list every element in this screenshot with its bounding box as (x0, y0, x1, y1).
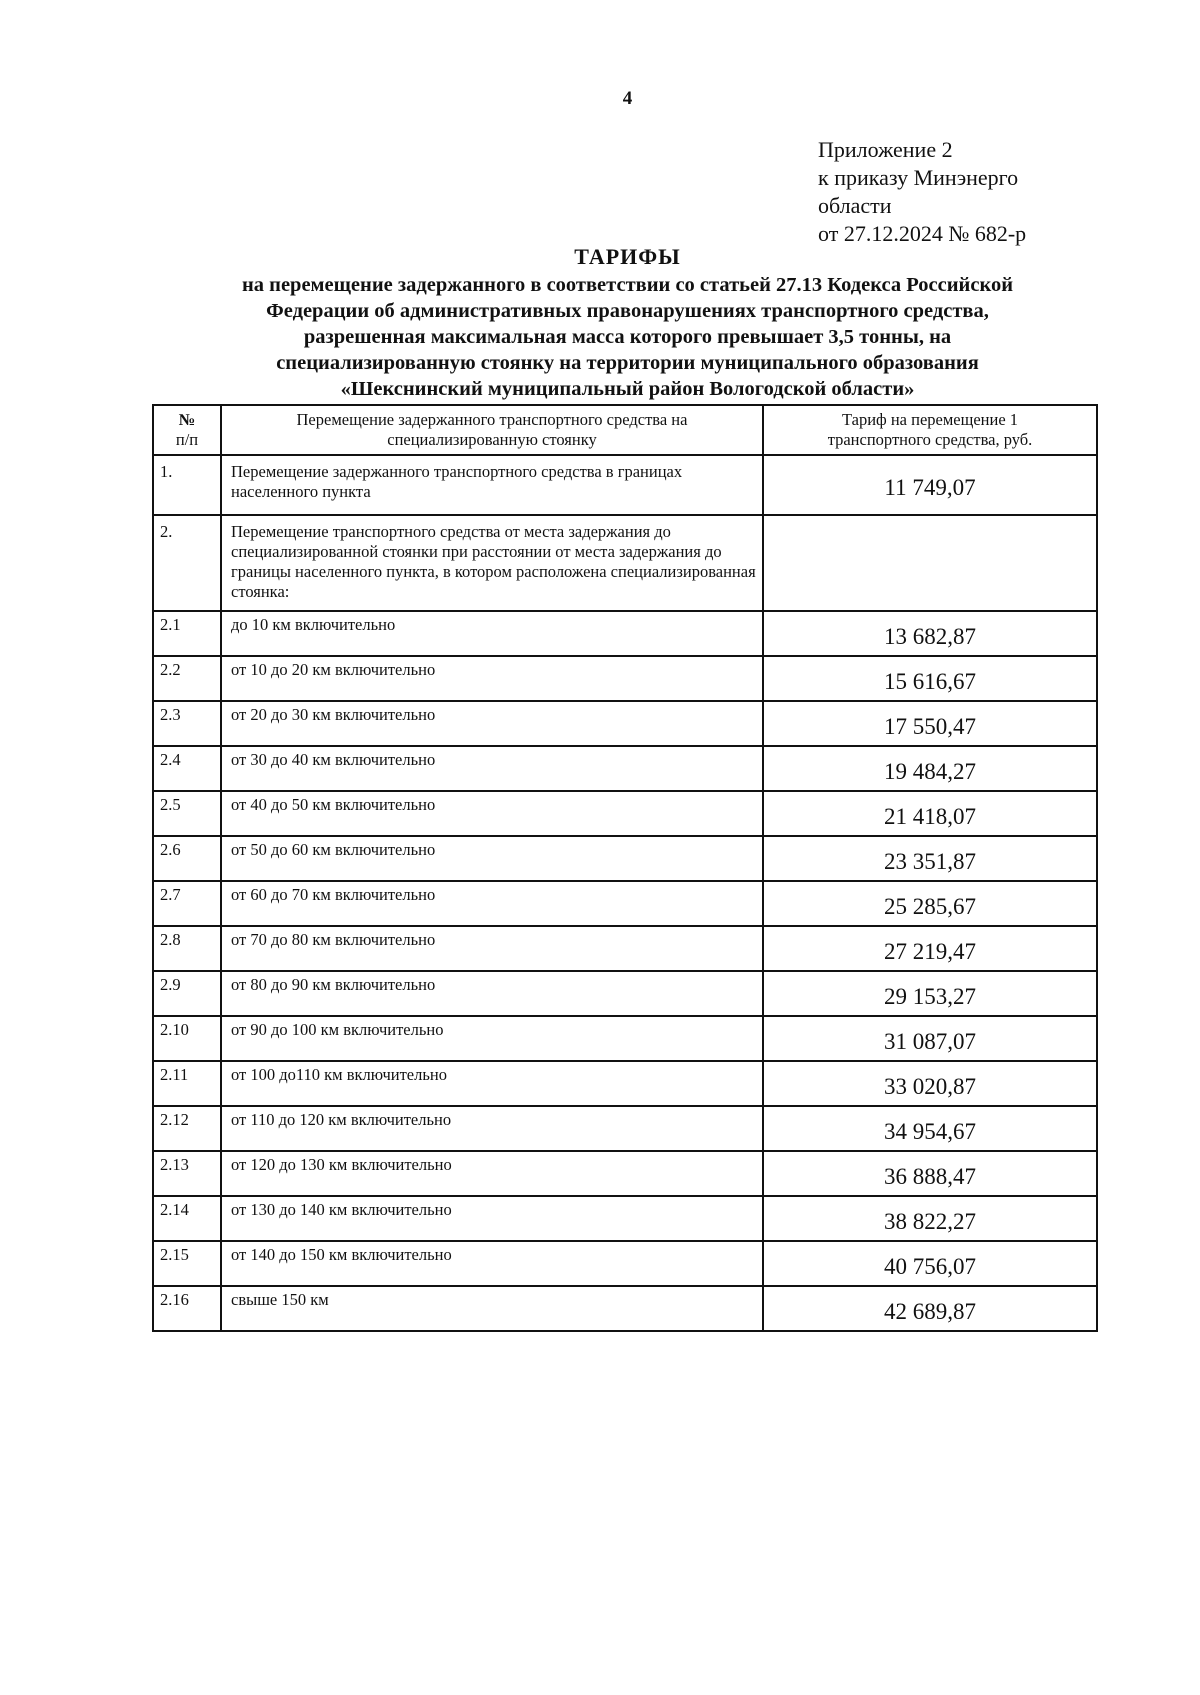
table-row (153, 746, 1097, 791)
row-tariff: 38 822,27 (763, 1196, 1097, 1241)
row-tariff: 34 954,67 (763, 1106, 1097, 1151)
row-description: от 40 до 50 км включительно (221, 791, 763, 836)
row-number: 2.7 (153, 881, 221, 926)
row-description: до 10 км включительно (221, 611, 763, 656)
row-number: 2.9 (153, 971, 221, 1016)
table-row (153, 515, 1097, 611)
header-tariff-line: Тариф на перемещение 1 (841, 410, 1019, 429)
row-description: от 30 до 40 км включительно (221, 746, 763, 791)
table-row (153, 926, 1097, 971)
table-row (153, 656, 1097, 701)
header-number-label: п/п (175, 430, 199, 449)
appendix-line: Приложение 2 (818, 137, 953, 162)
appendix-block (818, 136, 1026, 248)
row-description: от 10 до 20 км включительно (221, 656, 763, 701)
row-number: 2.8 (153, 926, 221, 971)
row-tariff: 15 616,67 (763, 656, 1097, 701)
row-description: от 140 до 150 км включительно (221, 1241, 763, 1286)
row-description: от 20 до 30 км включительно (221, 701, 763, 746)
row-tariff: 21 418,07 (763, 791, 1097, 836)
table-row (153, 611, 1097, 656)
appendix-line: к приказу Минэнерго (818, 165, 1019, 190)
row-number: 2.10 (153, 1016, 221, 1061)
table-row (153, 1061, 1097, 1106)
row-number: 2.14 (153, 1196, 221, 1241)
row-tariff: 42 689,87 (763, 1286, 1097, 1331)
header-number (153, 405, 221, 455)
document-title: ТАРИФЫ (574, 244, 681, 269)
table-row (153, 1286, 1097, 1331)
row-tariff (763, 515, 1097, 611)
tariffs-table (152, 404, 1098, 1332)
header-tariff-line: транспортного средства, руб. (827, 430, 1033, 449)
row-description: от 70 до 80 км включительно (221, 926, 763, 971)
row-tariff: 36 888,47 (763, 1151, 1097, 1196)
header-number-symbol: № (178, 410, 196, 429)
row-tariff: 29 153,27 (763, 971, 1097, 1016)
appendix-line: от 27.12.2024 № 682-р (818, 221, 1027, 246)
row-description: от 100 до110 км включительно (221, 1061, 763, 1106)
row-description: от 90 до 100 км включительно (221, 1016, 763, 1061)
row-number: 2. (153, 515, 221, 611)
subtitle-line: «Шекснинский муниципальный район Вологодской области» (340, 378, 915, 400)
table-row (153, 1196, 1097, 1241)
table-row (153, 455, 1097, 515)
row-number: 2.4 (153, 746, 221, 791)
row-number: 2.6 (153, 836, 221, 881)
subtitle-line: разрешенная максимальная масса которого превышает 3,5 тонны, на (303, 326, 952, 348)
appendix-line: области (818, 193, 892, 218)
table-row (153, 1016, 1097, 1061)
table-row (153, 1241, 1097, 1286)
header-description-line: специализированную стоянку (387, 430, 597, 449)
row-number: 2.13 (153, 1151, 221, 1196)
row-number: 1. (153, 455, 221, 515)
row-tariff: 31 087,07 (763, 1016, 1097, 1061)
row-description: Перемещение задержанного транспортного средства в границах населенного пункта (221, 455, 763, 515)
row-description: от 120 до 130 км включительно (221, 1151, 763, 1196)
row-tariff: 25 285,67 (763, 881, 1097, 926)
row-number: 2.16 (153, 1286, 221, 1331)
row-tariff: 19 484,27 (763, 746, 1097, 791)
row-description: от 60 до 70 км включительно (221, 881, 763, 926)
table-row (153, 1106, 1097, 1151)
row-number: 2.5 (153, 791, 221, 836)
subtitle-line: специализированную стоянку на территории муниципального образования (276, 352, 979, 374)
table-header-row (153, 405, 1097, 455)
row-tariff: 40 756,07 (763, 1241, 1097, 1286)
row-description: от 110 до 120 км включительно (221, 1106, 763, 1151)
row-description: от 130 до 140 км включительно (221, 1196, 763, 1241)
row-description: Перемещение транспортного средства от места задержания до специализированной стоянки при расстоянии от места задержания до границы населенного пункта, в котором расположена специализированная стоянка: (221, 515, 763, 611)
header-description-line: Перемещение задержанного транспортного средства на (296, 410, 688, 429)
row-tariff: 13 682,87 (763, 611, 1097, 656)
row-description: от 50 до 60 км включительно (221, 836, 763, 881)
row-number: 2.12 (153, 1106, 221, 1151)
table-row (153, 836, 1097, 881)
header-tariff (763, 405, 1097, 455)
row-tariff: 11 749,07 (763, 455, 1097, 515)
row-description: свыше 150 км (221, 1286, 763, 1331)
table-row (153, 881, 1097, 926)
row-number: 2.2 (153, 656, 221, 701)
table-row (153, 971, 1097, 1016)
header-description (221, 405, 763, 455)
row-number: 2.3 (153, 701, 221, 746)
page-number: 4 (622, 88, 633, 109)
row-number: 2.15 (153, 1241, 221, 1286)
row-number: 2.1 (153, 611, 221, 656)
row-tariff: 23 351,87 (763, 836, 1097, 881)
table-row (153, 791, 1097, 836)
subtitle-line: на перемещение задержанного в соответствии со статьей 27.13 Кодекса Российской (241, 274, 1014, 296)
row-tariff: 27 219,47 (763, 926, 1097, 971)
row-tariff: 17 550,47 (763, 701, 1097, 746)
row-number: 2.11 (153, 1061, 221, 1106)
row-tariff: 33 020,87 (763, 1061, 1097, 1106)
table-row (153, 1151, 1097, 1196)
subtitle-line: Федерации об административных правонарушениях транспортного средства, (266, 300, 989, 322)
row-description: от 80 до 90 км включительно (221, 971, 763, 1016)
table-row (153, 701, 1097, 746)
document-subtitle (150, 272, 1105, 402)
